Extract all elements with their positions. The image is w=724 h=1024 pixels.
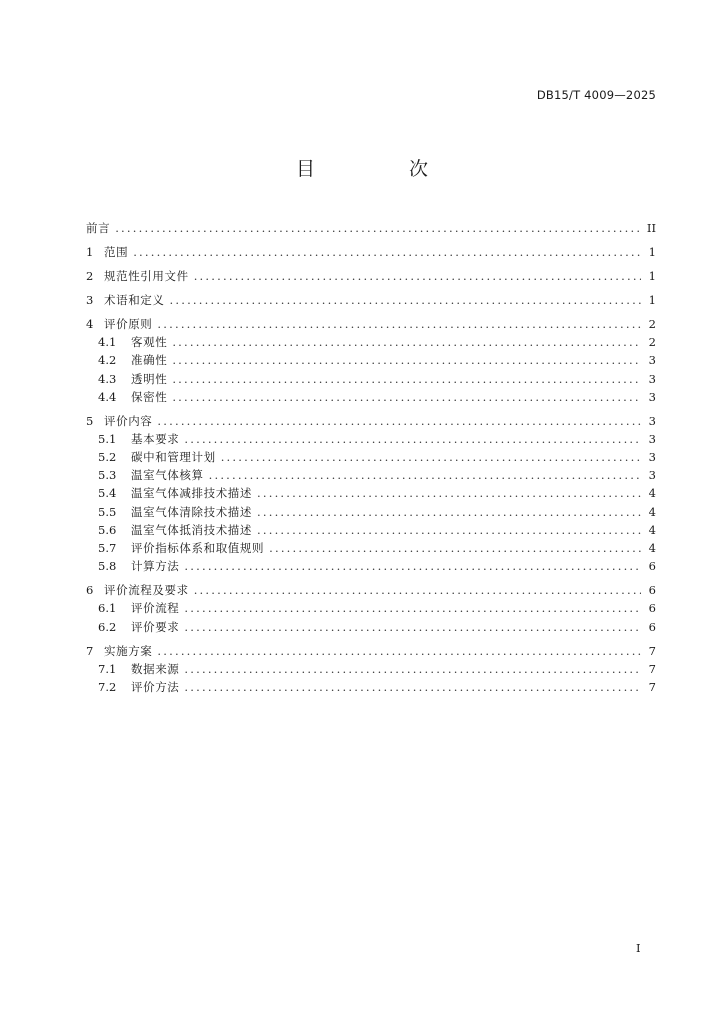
toc-entry-page: 6 — [648, 601, 656, 616]
toc-entry-page: 7 — [648, 679, 656, 694]
toc-entry-label: 温室气体核算 — [131, 468, 204, 483]
toc-entry[interactable] — [86, 267, 656, 285]
toc-dot-leader — [184, 430, 641, 448]
toc-entry[interactable] — [86, 581, 656, 599]
toc-entry-page: 1 — [648, 292, 656, 307]
toc-entry-number: 7.1 — [98, 661, 117, 676]
toc-dot-leader — [157, 642, 641, 660]
toc-entry-label: 温室气体清除技术描述 — [131, 504, 252, 519]
toc-dot-leader — [257, 484, 641, 502]
toc-entry-number: 7.2 — [98, 679, 117, 694]
toc-entry[interactable] — [86, 678, 656, 696]
toc-entry-number: 4.3 — [98, 371, 117, 386]
toc-entry-number: 1 — [86, 244, 94, 259]
toc-entry-label: 计算方法 — [131, 559, 180, 574]
toc-entry-number: 5.5 — [98, 504, 117, 519]
toc-entry-label: 温室气体抵消技术描述 — [131, 522, 252, 537]
toc-entry-number: 5.3 — [98, 468, 117, 483]
toc-dot-leader — [184, 618, 641, 636]
document-id: DB15/T 4009—2025 — [536, 88, 656, 102]
toc-entry[interactable] — [86, 660, 656, 678]
toc-entry[interactable] — [86, 315, 656, 333]
toc-entry-number: 4.1 — [98, 335, 117, 350]
toc-entry[interactable] — [86, 466, 656, 484]
toc-entry-page: 2 — [648, 316, 656, 331]
toc-entry-number: 5.4 — [98, 486, 117, 501]
toc-entry-page: 2 — [648, 335, 656, 350]
toc-entry[interactable] — [86, 557, 656, 575]
toc-entry-number: 5.8 — [98, 559, 117, 574]
toc-dot-leader — [269, 539, 641, 557]
toc-entry[interactable] — [86, 618, 656, 636]
toc-dot-leader — [257, 503, 641, 521]
toc-entry-label: 数据来源 — [131, 661, 180, 676]
toc-entry-label: 评价方法 — [131, 679, 180, 694]
toc-entry[interactable] — [86, 243, 656, 261]
toc-dot-leader — [209, 466, 641, 484]
toc-entry-page: 6 — [648, 583, 656, 598]
toc-entry-label: 术语和定义 — [104, 292, 165, 307]
toc-dot-leader — [157, 315, 641, 333]
toc-entry-label: 评价指标体系和取值规则 — [131, 540, 265, 555]
toc-entry-label: 碳中和管理计划 — [131, 450, 216, 465]
toc-entry-page: 4 — [648, 522, 656, 537]
toc-entry[interactable] — [86, 291, 656, 309]
toc-entry-number: 4.4 — [98, 389, 117, 404]
toc-entry-page: 1 — [648, 244, 656, 259]
toc-entry-label: 准确性 — [131, 353, 168, 368]
toc-entry[interactable] — [86, 642, 656, 660]
toc-entry[interactable] — [86, 370, 656, 388]
toc-dot-leader — [184, 599, 641, 617]
toc-entry-number: 5 — [86, 413, 94, 428]
table-of-contents — [86, 219, 656, 696]
toc-entry-number: 3 — [86, 292, 94, 307]
toc-entry-page: 6 — [648, 619, 656, 634]
toc-entry-page: 4 — [648, 504, 656, 519]
toc-entry-label: 评价流程及要求 — [104, 583, 189, 598]
toc-entry-page: 3 — [648, 353, 656, 368]
toc-entry-label: 透明性 — [131, 371, 168, 386]
toc-entry[interactable] — [86, 430, 656, 448]
toc-entry-number: 5.7 — [98, 540, 117, 555]
toc-entry-page: 3 — [648, 468, 656, 483]
toc-dot-leader — [184, 557, 641, 575]
toc-entry-label: 评价原则 — [104, 316, 153, 331]
toc-dot-leader — [184, 678, 641, 696]
toc-entry[interactable] — [86, 484, 656, 502]
toc-entry[interactable] — [86, 388, 656, 406]
toc-entry[interactable] — [86, 351, 656, 369]
toc-entry-label: 实施方案 — [104, 643, 153, 658]
toc-dot-leader — [133, 243, 641, 261]
toc-entry-number: 5.2 — [98, 450, 117, 465]
toc-entry-label: 评价流程 — [131, 601, 180, 616]
toc-dot-leader — [115, 219, 641, 237]
page-title: 目 次 — [295, 158, 473, 180]
toc-entry[interactable] — [86, 539, 656, 557]
toc-dot-leader — [172, 351, 641, 369]
toc-entry[interactable] — [86, 521, 656, 539]
toc-entry-number: 2 — [86, 268, 94, 283]
toc-entry-label: 温室气体减排技术描述 — [131, 486, 252, 501]
toc-entry[interactable] — [86, 503, 656, 521]
toc-entry-number: 6 — [86, 583, 94, 598]
toc-entry-page: 4 — [648, 540, 656, 555]
toc-entry[interactable] — [86, 599, 656, 617]
toc-entry-label: 评价要求 — [131, 619, 180, 634]
toc-entry-page: 3 — [648, 413, 656, 428]
toc-dot-leader — [184, 660, 641, 678]
toc-dot-leader — [257, 521, 641, 539]
toc-entry-number: 4.2 — [98, 353, 117, 368]
toc-entry-number: 5.1 — [98, 431, 117, 446]
toc-dot-leader — [172, 370, 641, 388]
toc-entry-label: 范围 — [104, 244, 129, 259]
toc-entry-page: 7 — [648, 661, 656, 676]
page-number: I — [636, 941, 641, 955]
toc-entry-page: 3 — [648, 389, 656, 404]
toc-entry-page: 6 — [648, 559, 656, 574]
toc-entry[interactable] — [86, 412, 656, 430]
toc-dot-leader — [170, 291, 642, 309]
toc-entry-page: II — [646, 221, 656, 235]
toc-dot-leader — [221, 448, 641, 466]
toc-dot-leader — [172, 333, 641, 351]
toc-entry-page: 4 — [648, 486, 656, 501]
toc-entry-label: 评价内容 — [104, 413, 153, 428]
toc-entry-page: 7 — [648, 643, 656, 658]
toc-entry-label: 规范性引用文件 — [104, 268, 189, 283]
toc-entry-label: 客观性 — [131, 335, 168, 350]
toc-entry[interactable] — [86, 219, 656, 237]
toc-entry-number: 6.1 — [98, 601, 117, 616]
toc-dot-leader — [172, 388, 641, 406]
toc-dot-leader — [157, 412, 641, 430]
toc-entry-page: 3 — [648, 450, 656, 465]
toc-entry-label: 前言 — [86, 221, 111, 235]
toc-entry-page: 3 — [648, 371, 656, 386]
toc-entry-label: 保密性 — [131, 389, 168, 404]
toc-dot-leader — [194, 581, 641, 599]
toc-entry[interactable] — [86, 333, 656, 351]
toc-entry-page: 3 — [648, 431, 656, 446]
toc-entry-number: 4 — [86, 316, 94, 331]
toc-entry-number: 6.2 — [98, 619, 117, 634]
toc-entry-number: 7 — [86, 643, 94, 658]
toc-dot-leader — [194, 267, 641, 285]
toc-entry[interactable] — [86, 448, 656, 466]
toc-entry-page: 1 — [648, 268, 656, 283]
toc-entry-label: 基本要求 — [131, 431, 180, 446]
toc-entry-number: 5.6 — [98, 522, 117, 537]
